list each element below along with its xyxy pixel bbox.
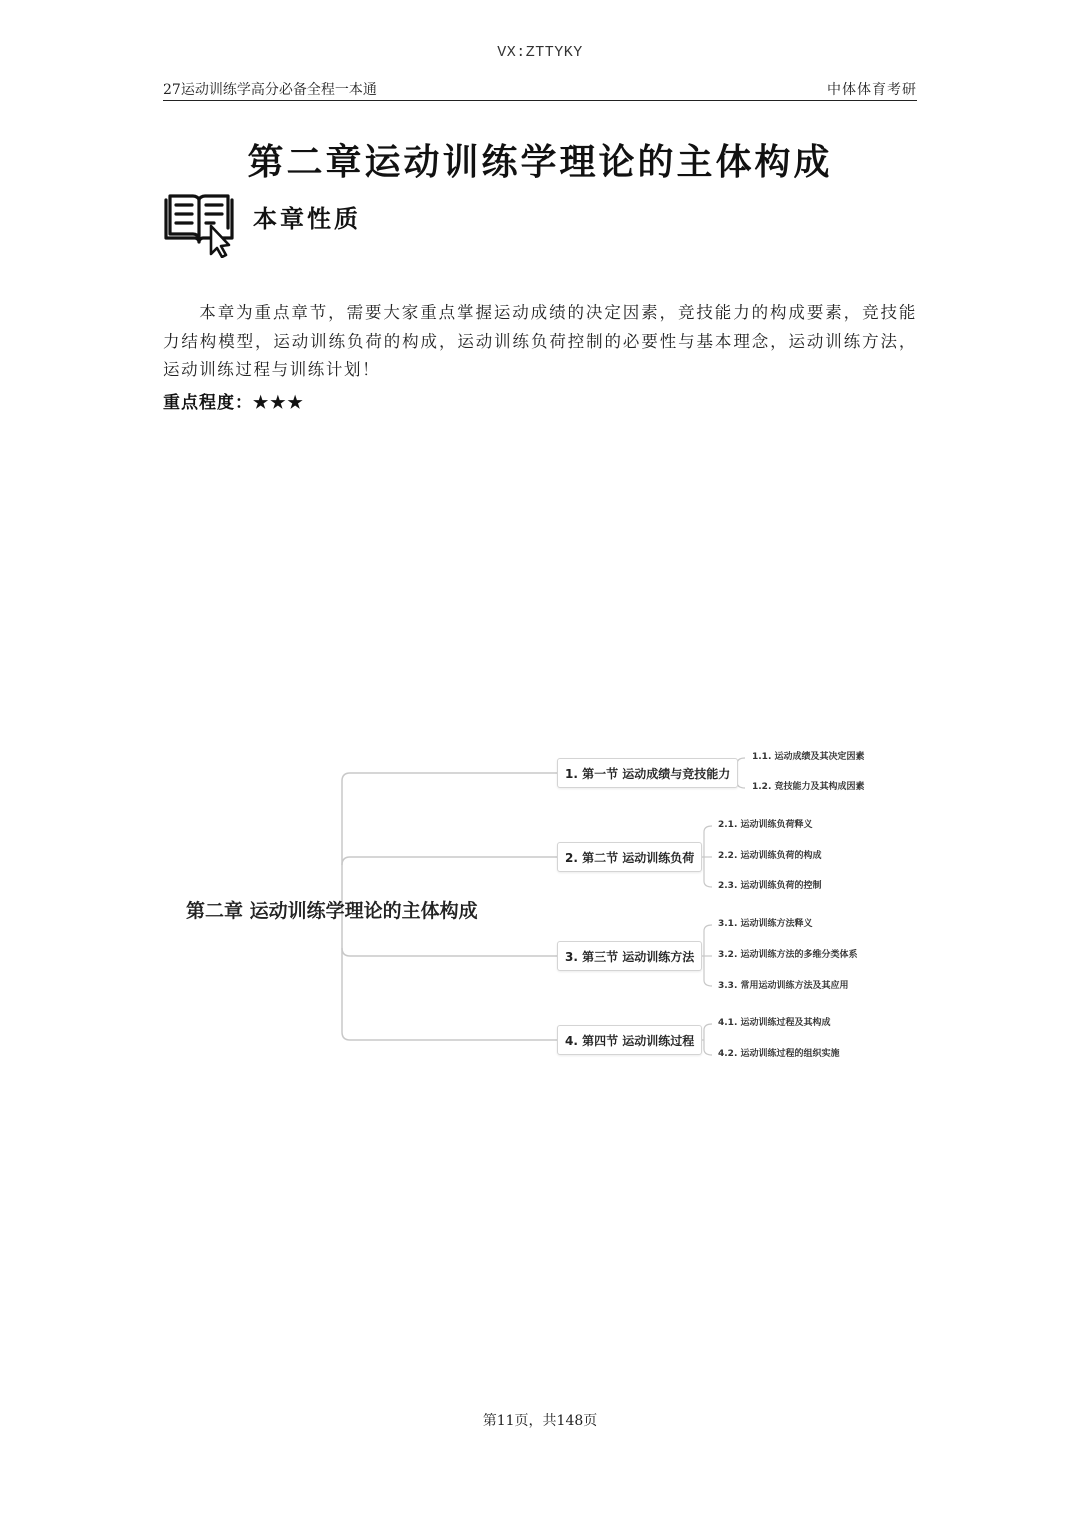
mindmap-leaf: 3.1. 运动训练方法释义: [718, 919, 813, 929]
page-header: [163, 78, 917, 101]
mindmap-branch: 4. 第四节 运动训练过程: [557, 1025, 702, 1055]
importance-rating: [163, 388, 305, 413]
mindmap-leaf: 2.2. 运动训练负荷的构成: [718, 851, 822, 861]
header-publisher: 中体体育考研: [827, 82, 917, 98]
importance-stars: ★★★: [253, 393, 305, 413]
header-book-title: 27运动训练学高分必备全程一本通: [163, 82, 377, 98]
mindmap-branch: 3. 第三节 运动训练方法: [557, 941, 702, 971]
mindmap-leaf: 4.1. 运动训练过程及其构成: [718, 1018, 831, 1028]
mindmap-leaf: 2.1. 运动训练负荷释义: [718, 820, 813, 830]
intro-paragraph: 本章为重点章节，需要大家重点掌握运动成绩的决定因素，竞技能力的构成要素，竞技能力结构模型，运动训练负荷的构成，运动训练负荷控制的必要性与基本理念，运动训练方法，运动训练过程与训练计划！: [163, 303, 917, 379]
mindmap-leaf: 1.1. 运动成绩及其决定因素: [752, 752, 865, 762]
mindmap-root: 第二章 运动训练学理论的主体构成: [186, 900, 478, 922]
section-heading: 本章性质: [253, 204, 361, 233]
connector-branch-3: [342, 948, 557, 956]
chapter-mindmap: [0, 740, 1080, 1080]
watermark: VX:ZTTYKY: [497, 44, 583, 61]
connector-b4-spine: [704, 1024, 712, 1055]
mindmap-connectors: [0, 740, 1080, 1080]
connector-b1-spine: [737, 758, 745, 788]
mindmap-leaf: 3.3. 常用运动训练方法及其应用: [718, 981, 849, 991]
book-cursor-icon: [162, 192, 238, 258]
mindmap-leaf: 1.2. 竞技能力及其构成因素: [752, 782, 865, 792]
mindmap-branch: 2. 第二节 运动训练负荷: [557, 842, 702, 872]
mindmap-leaf: 4.2. 运动训练过程的组织实施: [718, 1049, 840, 1059]
mindmap-leaf: 3.2. 运动训练方法的多维分类体系: [718, 950, 858, 960]
mindmap-branch: 1. 第一节 运动成绩与竞技能力: [557, 758, 738, 788]
mindmap-leaf: 2.3. 运动训练负荷的控制: [718, 881, 822, 891]
connector-branch-2: [342, 857, 557, 865]
chapter-title: 第二章运动训练学理论的主体构成: [247, 142, 833, 183]
page-footer: 第11页，共148页: [482, 1413, 598, 1429]
importance-label: 重点程度：: [163, 393, 253, 413]
